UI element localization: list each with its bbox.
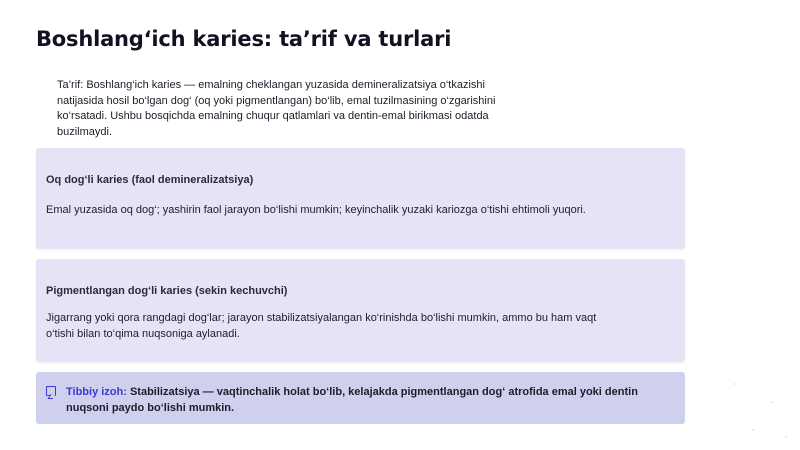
note-text xyxy=(66,385,641,416)
decorative-dot xyxy=(785,436,787,438)
decorative-dot xyxy=(771,401,773,403)
card-body: Jigarrang yoki qora rangdagi dog‘lar; jarayon stabilizatsiyalangan ko‘rinishda bo‘lishi mumkin, ammo bu ham vaqt o‘tishi bilan to‘qima nuqsoniga aylanadi. xyxy=(46,312,597,340)
definition-text: Ta’rif: Boshlang‘ich karies — emalning cheklangan yuzasida demineralizatsiya o‘tkazishi natijasida hosil bo‘lgan dog‘ (oq yoki pigmentlangan) bo‘lib, emal tuzilmasining o‘zgarishini ko‘rsatadi. Ushbu bosqichda emalning chuqur qatlamlari va dentin-emal birikmasi odatda buzilmaydi. xyxy=(57,79,496,138)
pigmented-spot-caries-card xyxy=(36,259,685,362)
white-spot-caries-card xyxy=(36,148,685,249)
note-content: Stabilizatsiya — vaqtinchalik holat bo‘lib, kelajakda pigmentlangan dog‘ atrofida emal yoki dentin nuqsoni paydo bo‘lishi mumkin. xyxy=(66,386,638,414)
card-title: Oq dog‘li karies (faol demineralizatsiya) xyxy=(46,174,254,186)
card-body: Emal yuzasida oq dog‘; yashirin faol jarayon bo‘lishi mumkin; keyinchalik yuzaki kariozga o‘tishi ehtimoli yuqori. xyxy=(46,204,586,216)
note-icon xyxy=(46,386,56,396)
page-title: Boshlang‘ich karies: ta’rif va turlari xyxy=(36,27,452,51)
note-label: Tibbiy izoh: xyxy=(66,386,127,398)
decorative-dot xyxy=(733,383,735,385)
card-title: Pigmentlangan dog‘li karies (sekin kechuvchi) xyxy=(46,285,288,297)
medical-note-box xyxy=(36,372,685,424)
decorative-dot xyxy=(752,429,754,431)
